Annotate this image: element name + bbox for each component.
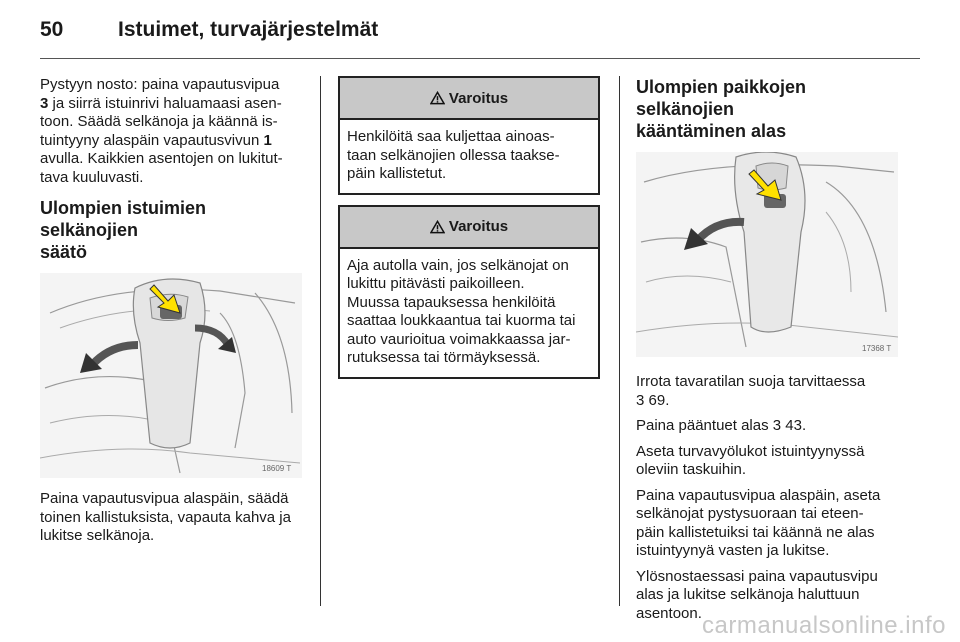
warning-text: Aja autolla vain, jos selkänojat on lukittu pitävästi paikoilleen. Muussa tapauksessa henkilöitä saattaa loukkaantua tai kuorma tai auto vaurioitua voimakkaassa jar- rutuksessa tai törmäyksessä. bbox=[347, 256, 576, 366]
section-heading-backrest-adjust: Ulompien istuimien selkänojien säätö bbox=[40, 198, 207, 262]
warning-header: Varoitus bbox=[340, 207, 598, 249]
warning-triangle-icon bbox=[430, 91, 445, 105]
column-1 bbox=[40, 76, 305, 553]
chapter-title: Istuimet, turvajärjestelmät bbox=[118, 18, 379, 41]
instruction-headrests: Paina pääntuet alas 3 43. bbox=[636, 417, 807, 434]
header-divider bbox=[40, 58, 920, 59]
figure-code: 18609 T bbox=[262, 464, 292, 473]
intro-paragraph: Pystyyn nosto: paina vapautusvipua 3 ja siirrä istuinrivi haluamaasi asen- toon. Säädä selkänoja ja käännä is- tuintyyny alaspäin vapautusvivun 1 avulla. Kaikkien asentojen on lukitut- tava kuuluvasti. bbox=[40, 76, 283, 186]
seat-fold-illustration bbox=[636, 152, 898, 357]
warning-header: Varoitus bbox=[340, 78, 598, 120]
instruction-remove-cover: Irrota tavaratilan suoja tarvittaessa 3 69. bbox=[636, 373, 866, 409]
column-divider-2 bbox=[619, 76, 620, 606]
instruction-raise: Ylösnostaessasi paina vapautusvipu alas ja lukitse selkänoja haluttuun asentoon. bbox=[636, 567, 878, 622]
figure-code: 17368 T bbox=[862, 344, 892, 353]
page-header bbox=[40, 18, 920, 48]
instruction-belt-buckles: Aseta turvavyölukot istuintyynyssä oleviin taskuihin. bbox=[636, 442, 865, 478]
warning-box-1 bbox=[338, 76, 600, 195]
section-heading-fold-down: Ulompien paikkojen selkänojien kääntäminen alas bbox=[636, 77, 807, 141]
warning-text: Henkilöitä saa kuljettaa ainoas- taan selkänojien ollessa taakse- päin kallistetut. bbox=[347, 128, 560, 182]
warning-triangle-icon bbox=[430, 220, 445, 234]
seat-adjust-illustration bbox=[40, 273, 302, 478]
instruction-release-lever: Paina vapautusvipua alaspäin, aseta selkänojat pystysuoraan tai eteen- päin kallistetuiksi tai käännä ne alas istuintyynyä vasten ja lukitse. bbox=[636, 486, 881, 559]
page-number: 50 bbox=[40, 18, 64, 41]
column-2 bbox=[338, 76, 600, 389]
column-3 bbox=[636, 76, 904, 630]
column-divider-1 bbox=[320, 76, 321, 606]
adjust-paragraph: Paina vapautusvipua alaspäin, säädä toinen kallistuksista, vapauta kahva ja lukitse selkänoja. bbox=[40, 490, 291, 544]
warning-box-2 bbox=[338, 205, 600, 379]
watermark: carmanualsonline.info bbox=[702, 612, 946, 639]
